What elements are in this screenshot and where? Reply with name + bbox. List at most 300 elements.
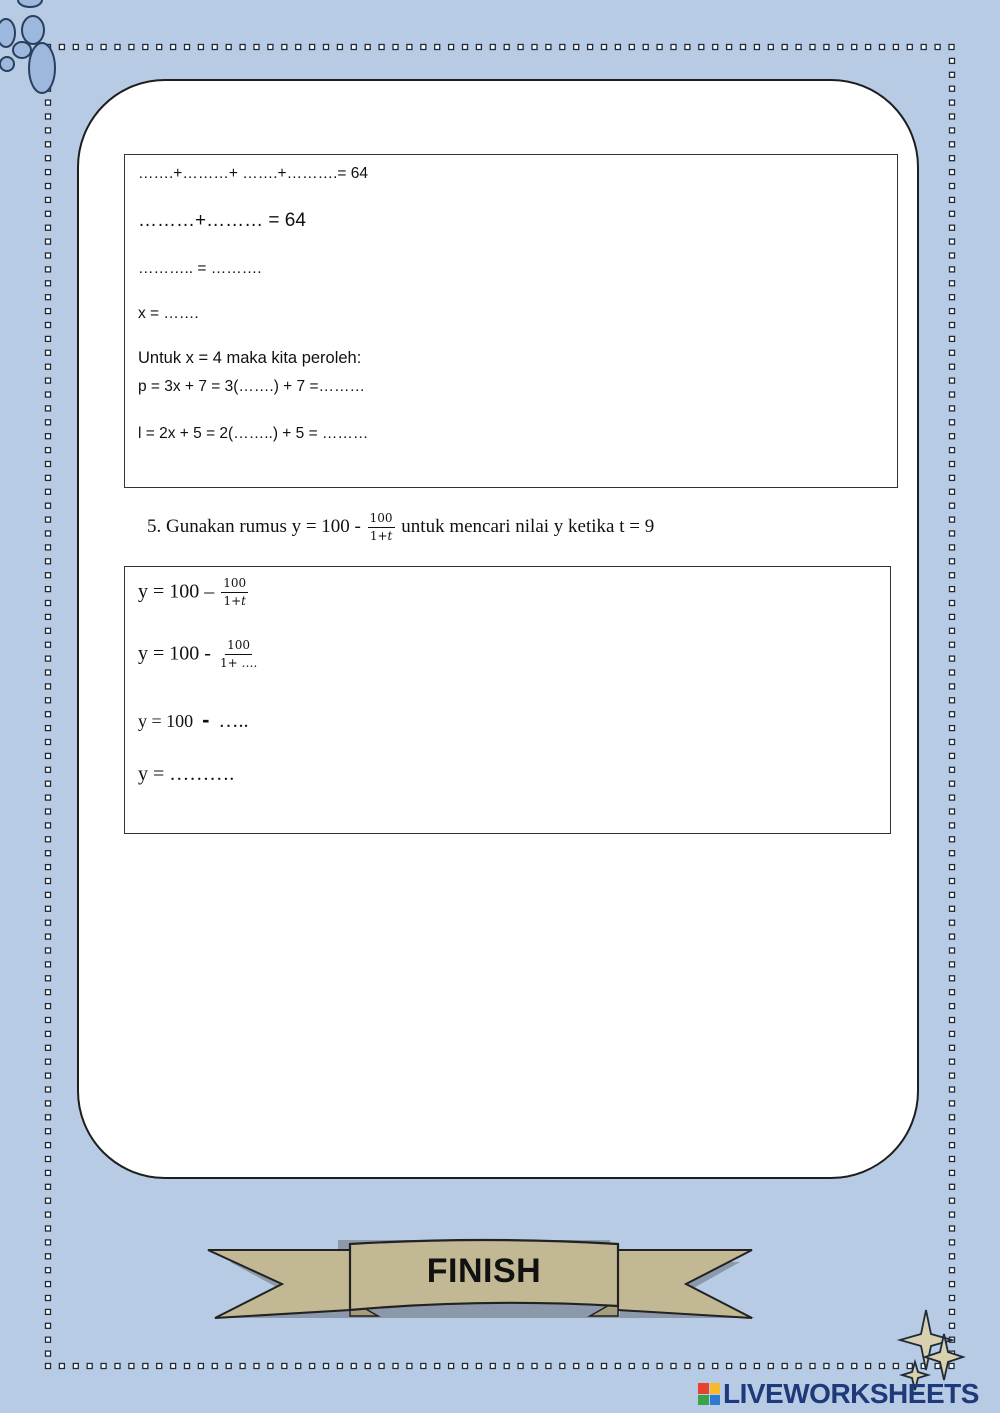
frame-dot: [950, 1059, 955, 1064]
frame-dot: [768, 45, 773, 50]
step-line-6: p = 3x + 7 = 3(…….) + 7 =………: [138, 378, 365, 395]
frame-dot: [46, 392, 51, 397]
frame-dot: [866, 1364, 871, 1369]
frame-dot: [59, 1364, 64, 1369]
frame-dot: [950, 1087, 955, 1092]
frame-dot: [950, 698, 955, 703]
frame-dot: [935, 1364, 940, 1369]
frame-dot: [324, 1364, 329, 1369]
frame-dot: [950, 948, 955, 953]
question-5: [147, 512, 654, 544]
frame-dot: [46, 559, 51, 564]
frame-dot: [950, 531, 955, 536]
frame-dot: [950, 823, 955, 828]
frame-dot: [950, 1254, 955, 1259]
frame-dot: [46, 726, 51, 731]
frame-dot: [950, 767, 955, 772]
frame-dot: [463, 45, 468, 50]
fraction-denominator: 1+𝑡: [223, 593, 246, 608]
fraction-numerator: 100: [368, 512, 395, 528]
frame-dot: [46, 879, 51, 884]
frame-dot: [560, 1364, 565, 1369]
frame-dot: [46, 1198, 51, 1203]
step-line-3: ……….. = ……….: [138, 260, 262, 277]
frame-dot: [950, 1031, 955, 1036]
frame-dot: [950, 1170, 955, 1175]
frame-dot: [46, 475, 51, 480]
frame-dot: [657, 45, 662, 50]
frame-dot: [907, 45, 912, 50]
frame-dot: [337, 45, 342, 50]
frame-dot: [950, 1309, 955, 1314]
frame-dot: [950, 1198, 955, 1203]
frame-dot: [713, 1364, 718, 1369]
frame-dot: [950, 559, 955, 564]
brand-name: LIVEWORKSHEETS: [723, 1378, 979, 1409]
frame-dot: [741, 45, 746, 50]
formula-line-4: y = ……….: [138, 763, 235, 785]
frame-dot: [950, 503, 955, 508]
frame-dot: [950, 740, 955, 745]
frame-dot: [907, 1364, 912, 1369]
formula-line-3: [138, 707, 248, 733]
frame-dot: [212, 45, 217, 50]
frame-dot: [46, 128, 51, 133]
frame-dot: [46, 114, 51, 119]
frame-dot: [782, 1364, 787, 1369]
fraction-numerator: 100: [225, 639, 252, 655]
step-line-7: l = 2x + 5 = 2(……..) + 5 = ………: [138, 425, 369, 442]
frame-dot: [950, 573, 955, 578]
question-5-prefix: 5. Gunakan rumus y = 100 -: [147, 516, 361, 538]
frame-dot: [950, 1184, 955, 1189]
frame-dot: [950, 309, 955, 314]
frame-dot: [950, 1143, 955, 1148]
frame-dot: [46, 1059, 51, 1064]
frame-dot: [950, 1129, 955, 1134]
frame-dot: [46, 1170, 51, 1175]
frame-dot: [463, 1364, 468, 1369]
frame-dot: [46, 1323, 51, 1328]
frame-dot: [46, 420, 51, 425]
frame-dot: [324, 45, 329, 50]
frame-dot: [46, 197, 51, 202]
frame-dot: [950, 475, 955, 480]
frame-dot: [810, 45, 815, 50]
frame-dot: [115, 45, 120, 50]
fraction-numerator: 100: [221, 577, 248, 593]
frame-dot: [185, 45, 190, 50]
frame-dot: [950, 462, 955, 467]
frame-dot: [46, 684, 51, 689]
frame-dot: [950, 712, 955, 717]
frame-dot: [46, 1129, 51, 1134]
frame-dot: [950, 753, 955, 758]
frame-dot: [46, 156, 51, 161]
formula-line-1: [138, 577, 250, 609]
frame-dot: [950, 656, 955, 661]
frame-dot: [476, 1364, 481, 1369]
frame-dot: [950, 726, 955, 731]
formula-line-1-fraction: [221, 577, 248, 609]
frame-dot: [950, 295, 955, 300]
frame-dot: [115, 1364, 120, 1369]
frame-dot: [950, 281, 955, 286]
frame-dot: [950, 587, 955, 592]
frame-dot: [393, 45, 398, 50]
frame-dot: [46, 323, 51, 328]
frame-dot: [46, 462, 51, 467]
frame-dot: [546, 1364, 551, 1369]
frame-dot: [46, 309, 51, 314]
frame-dot: [46, 211, 51, 216]
frame-dot: [950, 1073, 955, 1078]
frame-dot: [46, 1226, 51, 1231]
frame-dot: [950, 809, 955, 814]
frame-dot: [504, 45, 509, 50]
frame-dot: [46, 531, 51, 536]
frame-dot: [518, 45, 523, 50]
frame-dot: [46, 1018, 51, 1023]
frame-dot: [185, 1364, 190, 1369]
frame-dot: [685, 45, 690, 50]
frame-dot: [893, 45, 898, 50]
frame-dot: [46, 1296, 51, 1301]
step-line-5: Untuk x = 4 maka kita peroleh:: [138, 349, 362, 367]
frame-dot: [490, 1364, 495, 1369]
frame-dot: [46, 1115, 51, 1120]
frame-dot: [46, 225, 51, 230]
frame-dot: [504, 1364, 509, 1369]
frame-dot: [449, 1364, 454, 1369]
frame-dot: [574, 1364, 579, 1369]
frame-dot: [46, 378, 51, 383]
frame-dot: [449, 45, 454, 50]
frame-dot: [782, 45, 787, 50]
frame-dot: [46, 892, 51, 897]
frame-dot: [643, 1364, 648, 1369]
frame-dot: [212, 1364, 217, 1369]
frame-dot: [950, 434, 955, 439]
frame-dot: [950, 267, 955, 272]
answer-box-steps: [124, 154, 898, 488]
frame-dot: [852, 45, 857, 50]
frame-dot: [727, 1364, 732, 1369]
frame-dot: [421, 45, 426, 50]
frame-dot: [365, 1364, 370, 1369]
frame-dot: [171, 1364, 176, 1369]
frame-dot: [950, 1240, 955, 1245]
frame-dot: [921, 45, 926, 50]
frame-dot: [950, 239, 955, 244]
frame-dot: [268, 45, 273, 50]
frame-dot: [796, 1364, 801, 1369]
frame-dot: [46, 448, 51, 453]
frame-dot: [46, 350, 51, 355]
frame-dot: [46, 295, 51, 300]
frame-dot: [101, 45, 106, 50]
frame-dot: [824, 1364, 829, 1369]
frame-dot: [46, 712, 51, 717]
frame-dot: [226, 45, 231, 50]
frame-dot: [46, 851, 51, 856]
frame-dot: [46, 1004, 51, 1009]
frame-dot: [950, 448, 955, 453]
frame-dot: [198, 45, 203, 50]
frame-dot: [880, 1364, 885, 1369]
frame-dot: [73, 45, 78, 50]
frame-dot: [880, 45, 885, 50]
frame-dot: [950, 336, 955, 341]
frame-dot: [59, 45, 64, 50]
frame-dot: [949, 1364, 954, 1369]
frame-dot: [254, 45, 259, 50]
frame-dot: [46, 1157, 51, 1162]
frame-dot: [379, 1364, 384, 1369]
frame-dot: [950, 323, 955, 328]
frame-dot: [254, 1364, 259, 1369]
frame-dot: [950, 545, 955, 550]
frame-dot: [46, 267, 51, 272]
frame-dot: [129, 1364, 134, 1369]
frame-dot: [240, 1364, 245, 1369]
frame-dot: [950, 142, 955, 147]
formula-line-2: [138, 639, 261, 671]
question-5-fraction: [368, 512, 395, 544]
formula-line-1-prefix: y = 100 –: [138, 580, 215, 603]
frame-dot: [950, 350, 955, 355]
frame-dot: [87, 45, 92, 50]
frame-dot: [46, 1254, 51, 1259]
frame-dot: [532, 1364, 537, 1369]
liveworksheets-logo-icon: [698, 1383, 720, 1405]
frame-dot: [46, 990, 51, 995]
frame-dot: [950, 406, 955, 411]
frame-dot: [824, 45, 829, 50]
frame-dot: [46, 573, 51, 578]
frame-dot: [46, 920, 51, 925]
frame-dot: [949, 45, 954, 50]
frame-dot: [310, 45, 315, 50]
frame-dot: [754, 45, 759, 50]
frame-dot: [46, 489, 51, 494]
frame-dot: [950, 364, 955, 369]
frame-dot: [46, 795, 51, 800]
frame-dot: [87, 1364, 92, 1369]
frame-dot: [296, 45, 301, 50]
frame-dot: [46, 948, 51, 953]
frame-dot: [143, 1364, 148, 1369]
frame-dot: [351, 45, 356, 50]
frame-dot: [101, 1364, 106, 1369]
frame-dot: [379, 45, 384, 50]
frame-dot: [365, 45, 370, 50]
frame-dot: [950, 879, 955, 884]
frame-dot: [950, 1101, 955, 1106]
frame-dot: [435, 45, 440, 50]
formula-line-3-operator: -: [202, 707, 210, 732]
frame-dot: [950, 1268, 955, 1273]
bubble-cluster-icon: [0, 0, 55, 93]
frame-dot: [754, 1364, 759, 1369]
frame-dot: [950, 670, 955, 675]
frame-dot: [226, 1364, 231, 1369]
frame-dot: [950, 184, 955, 189]
frame-dot: [560, 45, 565, 50]
frame-dot: [198, 1364, 203, 1369]
frame-dot: [615, 45, 620, 50]
frame-dot: [629, 45, 634, 50]
frame-dot: [657, 1364, 662, 1369]
frame-dot: [602, 45, 607, 50]
frame-dot: [46, 587, 51, 592]
frame-dot: [476, 45, 481, 50]
frame-dot: [46, 1087, 51, 1092]
finish-banner-label[interactable]: FINISH: [426, 1252, 542, 1290]
frame-dot: [950, 86, 955, 91]
frame-dot: [46, 1268, 51, 1273]
frame-dot: [950, 211, 955, 216]
frame-dot: [46, 614, 51, 619]
frame-dot: [950, 1157, 955, 1162]
frame-dot: [337, 1364, 342, 1369]
frame-dot: [46, 100, 51, 105]
frame-dot: [950, 114, 955, 119]
frame-dot: [546, 45, 551, 50]
frame-dot: [240, 45, 245, 50]
frame-dot: [393, 1364, 398, 1369]
frame-dot: [950, 58, 955, 63]
step-line-4: x = …….: [138, 305, 199, 322]
frame-dot: [671, 45, 676, 50]
frame-dot: [950, 976, 955, 981]
frame-dot: [490, 45, 495, 50]
frame-dot: [950, 934, 955, 939]
frame-dot: [866, 45, 871, 50]
frame-dot: [46, 642, 51, 647]
liveworksheets-brand: [698, 1376, 979, 1412]
frame-dot: [950, 1323, 955, 1328]
frame-dot: [268, 1364, 273, 1369]
formula-line-2-fraction: [218, 639, 259, 671]
frame-dot: [46, 1337, 51, 1342]
frame-dot: [950, 795, 955, 800]
frame-dot: [950, 601, 955, 606]
frame-dot: [171, 45, 176, 50]
frame-dot: [46, 628, 51, 633]
fraction-denominator: 1+ ….: [219, 655, 258, 670]
frame-dot: [810, 1364, 815, 1369]
frame-dot: [950, 614, 955, 619]
frame-dot: [46, 1364, 51, 1369]
frame-dot: [950, 906, 955, 911]
frame-dot: [950, 253, 955, 258]
frame-dot: [46, 865, 51, 870]
fraction-denominator: 1+𝑡: [369, 528, 393, 543]
frame-dot: [935, 45, 940, 50]
frame-dot: [46, 1212, 51, 1217]
frame-dot: [950, 642, 955, 647]
frame-dot: [838, 1364, 843, 1369]
frame-dot: [46, 239, 51, 244]
frame-dot: [46, 753, 51, 758]
frame-dot: [46, 976, 51, 981]
frame-dot: [950, 156, 955, 161]
frame-dot: [46, 809, 51, 814]
frame-dot: [950, 378, 955, 383]
answer-box-formula: [124, 566, 891, 834]
frame-dot: [46, 517, 51, 522]
frame-dot: [950, 1212, 955, 1217]
frame-dot: [129, 45, 134, 50]
frame-dot: [893, 1364, 898, 1369]
frame-dot: [46, 406, 51, 411]
frame-dot: [46, 253, 51, 258]
frame-dot: [950, 851, 955, 856]
frame-dot: [713, 45, 718, 50]
frame-dot: [950, 197, 955, 202]
formula-line-2-prefix: y = 100 -: [138, 642, 211, 665]
frame-dot: [588, 1364, 593, 1369]
frame-dot: [796, 45, 801, 50]
frame-dot: [46, 336, 51, 341]
frame-dot: [351, 1364, 356, 1369]
frame-dot: [685, 1364, 690, 1369]
frame-dot: [46, 962, 51, 967]
frame-dot: [852, 1364, 857, 1369]
frame-dot: [615, 1364, 620, 1369]
frame-dot: [699, 45, 704, 50]
frame-dot: [950, 837, 955, 842]
frame-dot: [950, 1045, 955, 1050]
question-5-suffix: untuk mencari nilai y ketika t = 9: [401, 516, 655, 538]
formula-line-3-prefix: y = 100: [138, 711, 194, 731]
frame-dot: [73, 1364, 78, 1369]
frame-dot: [46, 823, 51, 828]
frame-dot: [950, 1018, 955, 1023]
frame-dot: [46, 142, 51, 147]
frame-dot: [950, 1004, 955, 1009]
frame-dot: [407, 1364, 412, 1369]
step-line-1: …….+………+ …….+……….= 64: [138, 165, 368, 182]
frame-dot: [157, 1364, 162, 1369]
frame-dot: [46, 906, 51, 911]
frame-dot: [46, 740, 51, 745]
step-line-2: ………+……… = 64: [138, 210, 306, 231]
frame-dot: [950, 781, 955, 786]
frame-dot: [46, 670, 51, 675]
frame-dot: [950, 1296, 955, 1301]
frame-dot: [518, 1364, 523, 1369]
frame-dot: [46, 656, 51, 661]
frame-dot: [950, 962, 955, 967]
frame-dot: [435, 1364, 440, 1369]
frame-dot: [46, 1045, 51, 1050]
frame-dot: [588, 45, 593, 50]
frame-dot: [950, 225, 955, 230]
formula-line-3-blank: …..: [218, 710, 249, 732]
frame-dot: [46, 698, 51, 703]
frame-dot: [407, 45, 412, 50]
frame-dot: [143, 45, 148, 50]
frame-dot: [421, 1364, 426, 1369]
frame-dot: [310, 1364, 315, 1369]
frame-dot: [699, 1364, 704, 1369]
frame-dot: [950, 1226, 955, 1231]
frame-dot: [950, 920, 955, 925]
frame-dot: [46, 1240, 51, 1245]
frame-dot: [46, 781, 51, 786]
